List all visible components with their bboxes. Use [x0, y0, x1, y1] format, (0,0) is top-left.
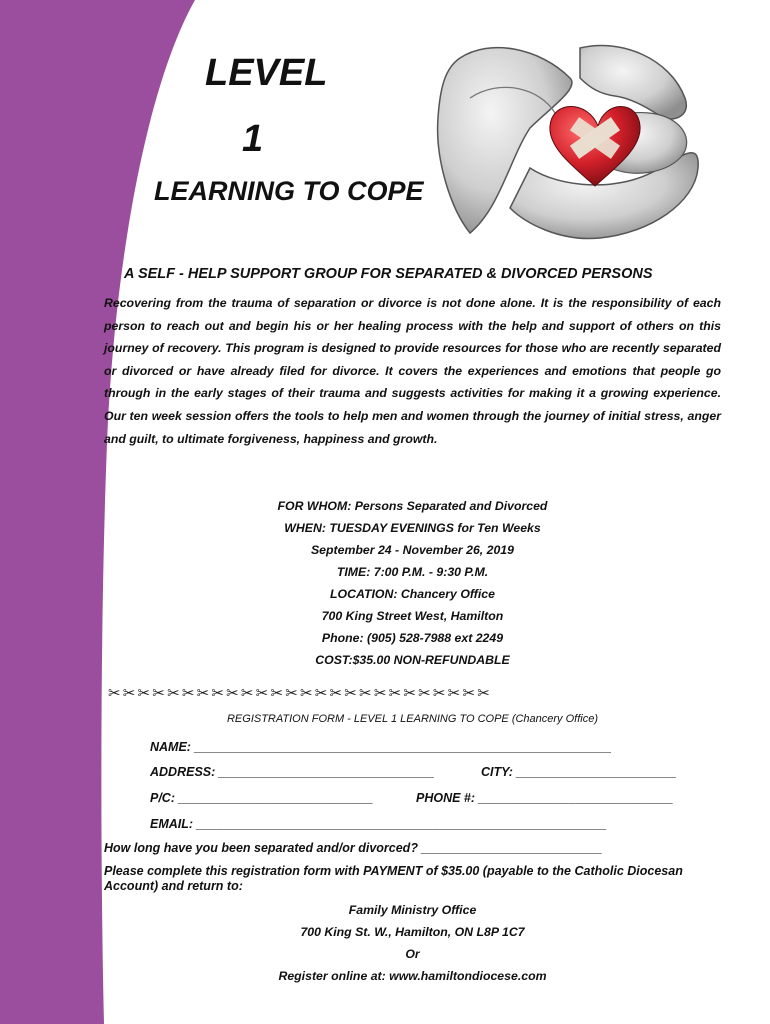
program-title: LEARNING TO COPE — [154, 176, 424, 206]
location-address: 700 King Street West, Hamilton — [321, 609, 504, 623]
email-field[interactable]: EMAIL: ___________________________________________________________ — [150, 817, 607, 831]
level-number: 1 — [242, 118, 264, 160]
time: TIME: 7:00 P.M. - 9:30 P.M. — [336, 565, 489, 579]
office-address: 700 King St. W., Hamilton, ON L8P 1C7 — [300, 925, 525, 939]
location: LOCATION: Chancery Office — [330, 587, 495, 601]
for-whom: FOR WHOM: Persons Separated and Divorced — [277, 499, 548, 513]
city-field[interactable]: CITY: _______________________ — [481, 765, 677, 779]
registration-form-title: REGISTRATION FORM - LEVEL 1 LEARNING TO COPE (Chancery Office) — [226, 713, 599, 725]
level-heading: LEVEL — [205, 52, 328, 94]
when: WHEN: TUESDAY EVENINGS for Ten Weeks — [284, 521, 541, 535]
phone: Phone: (905) 528-7988 ext 2249 — [321, 631, 504, 645]
register-online: Register online at: www.hamiltondiocese.com — [278, 969, 547, 983]
contact-block — [104, 899, 721, 987]
phone-field[interactable]: PHONE #: ____________________________ — [416, 791, 674, 805]
intro-paragraph: Recovering from the trauma of separation or divorce is not done alone. It is the responsibility of each person to reach out and begin his or her healing process with the help and support of others on this journey of recovery. This program is designed to provide resources for those who are recently separated or divorced or have already filed for divorce. It covers the experiences and emotions that people go through in the early stages of their trauma and suggests activities for making it a growing experience. Our ten week session offers the tools to help men and women through the journey of initial stress, anger and guilt, to ultimate forgiveness, happiness and growth. — [104, 296, 721, 446]
scissors-cut-line-icon: ✂✂✂✂✂✂✂✂✂✂✂✂✂✂✂✂✂✂✂✂✂✂✂✂✂✂ — [108, 685, 492, 702]
program-details — [104, 495, 721, 671]
address-field[interactable]: ADDRESS: _______________________________ — [150, 765, 435, 779]
office-name: Family Ministry Office — [348, 903, 477, 917]
subtitle: A SELF - HELP SUPPORT GROUP FOR SEPARATED & DIVORCED PERSONS — [124, 266, 653, 282]
hands-holding-heart-icon — [430, 18, 702, 242]
separation-duration-field[interactable]: How long have you been separated and/or divorced? __________________________ — [104, 841, 603, 855]
cost: COST:$35.00 NON-REFUNDABLE — [315, 653, 510, 667]
name-field[interactable]: NAME: ____________________________________________________________ — [150, 740, 612, 754]
dates: September 24 - November 26, 2019 — [310, 543, 514, 557]
payment-instruction: Please complete this registration form with PAYMENT of $35.00 (payable to the Catholic Diocesan Account) and return to: — [104, 864, 683, 893]
or-text: Or — [405, 947, 420, 961]
postal-code-field[interactable]: P/C: ____________________________ — [150, 791, 374, 805]
